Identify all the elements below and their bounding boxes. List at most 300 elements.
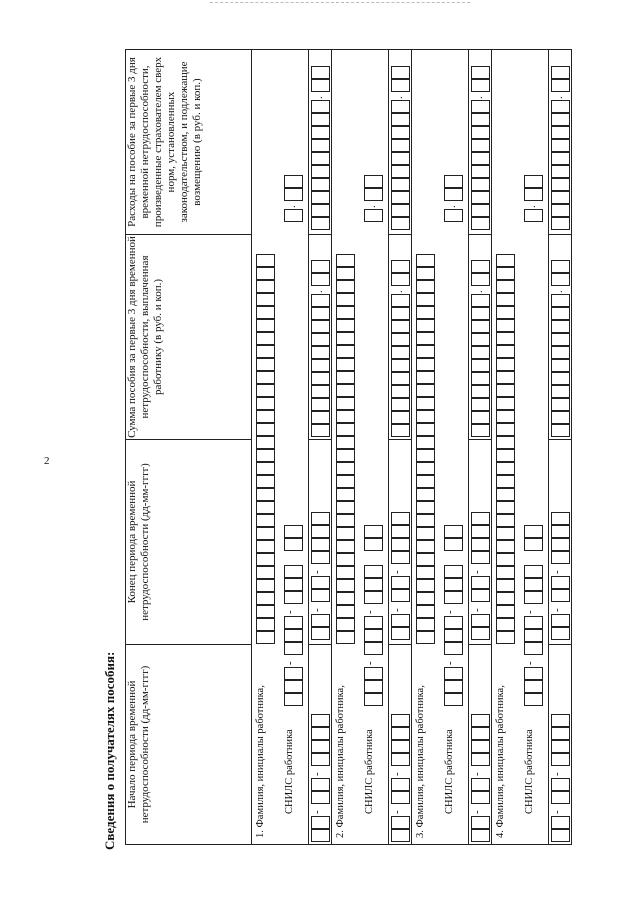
name-letter-box[interactable] [416, 618, 435, 631]
name-letter-box[interactable] [336, 501, 355, 514]
input-box[interactable] [471, 260, 490, 273]
input-box[interactable] [471, 424, 490, 437]
input-box[interactable] [311, 294, 330, 307]
name-letter-box[interactable] [416, 345, 435, 358]
name-letter-box[interactable] [416, 332, 435, 345]
input-box[interactable] [311, 273, 330, 286]
input-box[interactable] [551, 829, 570, 842]
name-letter-box[interactable] [256, 618, 275, 631]
input-box[interactable] [391, 152, 410, 165]
input-box[interactable] [311, 589, 330, 602]
name-letter-box[interactable] [256, 410, 275, 423]
name-letter-box[interactable] [336, 293, 355, 306]
input-box[interactable] [471, 714, 490, 727]
input-box[interactable] [391, 727, 410, 740]
input-box[interactable] [284, 188, 303, 201]
input-box[interactable] [551, 753, 570, 766]
input-box[interactable] [311, 178, 330, 191]
name-letter-box[interactable] [256, 475, 275, 488]
name-letter-box[interactable] [496, 501, 515, 514]
name-letter-box[interactable] [336, 371, 355, 384]
input-box[interactable] [391, 307, 410, 320]
snils-digit-box[interactable] [364, 578, 383, 591]
input-box[interactable] [391, 346, 410, 359]
input-box[interactable] [311, 260, 330, 273]
name-letter-box[interactable] [336, 345, 355, 358]
name-letter-box[interactable] [256, 384, 275, 397]
snils-digit-box[interactable] [444, 578, 463, 591]
name-letter-box[interactable] [416, 475, 435, 488]
input-box[interactable] [311, 372, 330, 385]
name-letter-box[interactable] [496, 579, 515, 592]
name-letter-box[interactable] [496, 293, 515, 306]
input-box[interactable] [311, 217, 330, 230]
snils-digit-box[interactable] [364, 591, 383, 604]
input-box[interactable] [471, 411, 490, 424]
name-letter-box[interactable] [496, 566, 515, 579]
input-box[interactable] [551, 139, 570, 152]
snils-check-box[interactable] [284, 525, 303, 538]
name-letter-box[interactable] [496, 514, 515, 527]
name-letter-box[interactable] [416, 280, 435, 293]
name-letter-box[interactable] [256, 605, 275, 618]
input-box[interactable] [551, 217, 570, 230]
input-box[interactable] [311, 714, 330, 727]
snils-check-box[interactable] [444, 525, 463, 538]
input-box[interactable] [471, 346, 490, 359]
input-box[interactable] [471, 538, 490, 551]
input-box[interactable] [551, 589, 570, 602]
name-letter-box[interactable] [336, 319, 355, 332]
snils-digit-box[interactable] [444, 629, 463, 642]
name-letter-box[interactable] [416, 605, 435, 618]
input-box[interactable] [311, 816, 330, 829]
input-box[interactable] [311, 152, 330, 165]
input-box[interactable] [471, 139, 490, 152]
snils-digit-box[interactable] [284, 629, 303, 642]
input-box[interactable] [311, 346, 330, 359]
input-box[interactable] [551, 512, 570, 525]
input-box[interactable] [444, 175, 463, 188]
name-letter-box[interactable] [336, 475, 355, 488]
input-box[interactable] [391, 791, 410, 804]
input-box[interactable] [551, 372, 570, 385]
input-box[interactable] [311, 139, 330, 152]
name-letter-box[interactable] [256, 553, 275, 566]
input-box[interactable] [311, 359, 330, 372]
name-letter-box[interactable] [416, 631, 435, 644]
input-box[interactable] [311, 576, 330, 589]
input-box[interactable] [471, 294, 490, 307]
input-box[interactable] [551, 398, 570, 411]
input-box[interactable] [471, 398, 490, 411]
name-letter-box[interactable] [416, 462, 435, 475]
input-box[interactable] [471, 307, 490, 320]
name-letter-box[interactable] [256, 631, 275, 644]
input-box[interactable] [471, 791, 490, 804]
name-letter-box[interactable] [336, 514, 355, 527]
input-box[interactable] [284, 209, 303, 222]
name-letter-box[interactable] [416, 306, 435, 319]
input-box[interactable] [391, 551, 410, 564]
name-letter-box[interactable] [256, 462, 275, 475]
name-letter-box[interactable] [336, 488, 355, 501]
snils-check-box[interactable] [284, 538, 303, 551]
input-box[interactable] [391, 816, 410, 829]
input-box[interactable] [551, 525, 570, 538]
input-box[interactable] [311, 778, 330, 791]
name-letter-box[interactable] [416, 540, 435, 553]
input-box[interactable] [471, 551, 490, 564]
snils-digit-box[interactable] [444, 616, 463, 629]
name-letter-box[interactable] [336, 254, 355, 267]
input-box[interactable] [391, 538, 410, 551]
input-box[interactable] [391, 100, 410, 113]
input-box[interactable] [391, 714, 410, 727]
name-letter-box[interactable] [416, 449, 435, 462]
snils-digit-box[interactable] [284, 642, 303, 655]
name-letter-box[interactable] [496, 254, 515, 267]
snils-digit-box[interactable] [284, 565, 303, 578]
name-letter-box[interactable] [336, 566, 355, 579]
input-box[interactable] [391, 385, 410, 398]
input-box[interactable] [391, 260, 410, 273]
name-letter-box[interactable] [496, 423, 515, 436]
snils-digit-box[interactable] [524, 565, 543, 578]
name-letter-box[interactable] [256, 540, 275, 553]
name-letter-box[interactable] [336, 462, 355, 475]
input-box[interactable] [471, 100, 490, 113]
input-box[interactable] [471, 740, 490, 753]
name-letter-box[interactable] [496, 384, 515, 397]
input-box[interactable] [551, 346, 570, 359]
input-box[interactable] [311, 204, 330, 217]
name-letter-box[interactable] [416, 423, 435, 436]
name-letter-box[interactable] [256, 306, 275, 319]
name-letter-box[interactable] [416, 371, 435, 384]
input-box[interactable] [311, 307, 330, 320]
input-box[interactable] [551, 576, 570, 589]
input-box[interactable] [551, 307, 570, 320]
input-box[interactable] [551, 385, 570, 398]
input-box[interactable] [551, 152, 570, 165]
input-box[interactable] [471, 126, 490, 139]
name-letter-box[interactable] [336, 436, 355, 449]
input-box[interactable] [311, 126, 330, 139]
name-letter-box[interactable] [416, 436, 435, 449]
name-letter-box[interactable] [496, 605, 515, 618]
name-letter-box[interactable] [256, 579, 275, 592]
name-letter-box[interactable] [336, 397, 355, 410]
input-box[interactable] [471, 372, 490, 385]
input-box[interactable] [471, 512, 490, 525]
input-box[interactable] [391, 139, 410, 152]
name-letter-box[interactable] [496, 280, 515, 293]
name-letter-box[interactable] [336, 384, 355, 397]
name-letter-box[interactable] [416, 319, 435, 332]
input-box[interactable] [311, 191, 330, 204]
input-box[interactable] [311, 512, 330, 525]
input-box[interactable] [311, 740, 330, 753]
input-box[interactable] [391, 525, 410, 538]
input-box[interactable] [311, 411, 330, 424]
snils-digit-box[interactable] [524, 629, 543, 642]
snils-digit-box[interactable] [364, 616, 383, 629]
input-box[interactable] [471, 204, 490, 217]
snils-digit-box[interactable] [364, 693, 383, 706]
input-box[interactable] [311, 100, 330, 113]
name-letter-box[interactable] [496, 553, 515, 566]
name-letter-box[interactable] [336, 306, 355, 319]
input-box[interactable] [551, 614, 570, 627]
input-box[interactable] [471, 727, 490, 740]
input-box[interactable] [471, 753, 490, 766]
input-box[interactable] [551, 113, 570, 126]
input-box[interactable] [471, 576, 490, 589]
name-letter-box[interactable] [416, 579, 435, 592]
input-box[interactable] [471, 525, 490, 538]
snils-digit-box[interactable] [364, 565, 383, 578]
name-letter-box[interactable] [256, 319, 275, 332]
name-letter-box[interactable] [496, 332, 515, 345]
name-letter-box[interactable] [256, 592, 275, 605]
name-letter-box[interactable] [336, 358, 355, 371]
input-box[interactable] [311, 753, 330, 766]
name-letter-box[interactable] [336, 579, 355, 592]
name-letter-box[interactable] [256, 371, 275, 384]
snils-digit-box[interactable] [444, 642, 463, 655]
input-box[interactable] [444, 209, 463, 222]
input-box[interactable] [311, 385, 330, 398]
input-box[interactable] [391, 398, 410, 411]
input-box[interactable] [471, 829, 490, 842]
input-box[interactable] [551, 727, 570, 740]
snils-digit-box[interactable] [444, 565, 463, 578]
name-letter-box[interactable] [256, 514, 275, 527]
name-letter-box[interactable] [416, 358, 435, 371]
input-box[interactable] [471, 217, 490, 230]
input-box[interactable] [471, 589, 490, 602]
input-box[interactable] [551, 204, 570, 217]
name-letter-box[interactable] [256, 488, 275, 501]
input-box[interactable] [391, 512, 410, 525]
input-box[interactable] [311, 66, 330, 79]
name-letter-box[interactable] [416, 293, 435, 306]
input-box[interactable] [471, 152, 490, 165]
input-box[interactable] [471, 191, 490, 204]
snils-digit-box[interactable] [524, 642, 543, 655]
input-box[interactable] [471, 66, 490, 79]
input-box[interactable] [391, 126, 410, 139]
name-letter-box[interactable] [496, 319, 515, 332]
input-box[interactable] [391, 333, 410, 346]
name-letter-box[interactable] [256, 345, 275, 358]
input-box[interactable] [391, 627, 410, 640]
snils-digit-box[interactable] [524, 680, 543, 693]
input-box[interactable] [311, 165, 330, 178]
input-box[interactable] [524, 188, 543, 201]
name-letter-box[interactable] [336, 449, 355, 462]
input-box[interactable] [471, 778, 490, 791]
name-letter-box[interactable] [416, 254, 435, 267]
input-box[interactable] [391, 204, 410, 217]
input-box[interactable] [391, 740, 410, 753]
input-box[interactable] [444, 188, 463, 201]
snils-digit-box[interactable] [364, 667, 383, 680]
input-box[interactable] [551, 791, 570, 804]
name-letter-box[interactable] [336, 410, 355, 423]
input-box[interactable] [551, 260, 570, 273]
name-letter-box[interactable] [416, 488, 435, 501]
name-letter-box[interactable] [256, 397, 275, 410]
name-letter-box[interactable] [256, 267, 275, 280]
snils-digit-box[interactable] [444, 693, 463, 706]
input-box[interactable] [551, 359, 570, 372]
snils-digit-box[interactable] [284, 667, 303, 680]
input-box[interactable] [391, 359, 410, 372]
name-letter-box[interactable] [336, 631, 355, 644]
input-box[interactable] [391, 294, 410, 307]
name-letter-box[interactable] [256, 254, 275, 267]
snils-digit-box[interactable] [444, 591, 463, 604]
name-letter-box[interactable] [416, 514, 435, 527]
input-box[interactable] [551, 191, 570, 204]
input-box[interactable] [391, 576, 410, 589]
input-box[interactable] [551, 66, 570, 79]
name-letter-box[interactable] [256, 280, 275, 293]
snils-digit-box[interactable] [364, 680, 383, 693]
snils-digit-box[interactable] [284, 680, 303, 693]
name-letter-box[interactable] [256, 293, 275, 306]
snils-check-box[interactable] [364, 525, 383, 538]
name-letter-box[interactable] [496, 358, 515, 371]
input-box[interactable] [391, 778, 410, 791]
name-letter-box[interactable] [416, 527, 435, 540]
snils-digit-box[interactable] [524, 693, 543, 706]
snils-check-box[interactable] [524, 538, 543, 551]
input-box[interactable] [551, 273, 570, 286]
name-letter-box[interactable] [496, 267, 515, 280]
snils-digit-box[interactable] [444, 680, 463, 693]
input-box[interactable] [471, 113, 490, 126]
name-letter-box[interactable] [416, 267, 435, 280]
input-box[interactable] [391, 66, 410, 79]
name-letter-box[interactable] [496, 436, 515, 449]
input-box[interactable] [311, 538, 330, 551]
name-letter-box[interactable] [336, 527, 355, 540]
name-letter-box[interactable] [496, 462, 515, 475]
snils-digit-box[interactable] [284, 578, 303, 591]
input-box[interactable] [311, 398, 330, 411]
input-box[interactable] [391, 113, 410, 126]
input-box[interactable] [284, 175, 303, 188]
input-box[interactable] [471, 178, 490, 191]
input-box[interactable] [364, 175, 383, 188]
name-letter-box[interactable] [256, 527, 275, 540]
input-box[interactable] [551, 714, 570, 727]
input-box[interactable] [391, 411, 410, 424]
input-box[interactable] [391, 589, 410, 602]
name-letter-box[interactable] [336, 618, 355, 631]
input-box[interactable] [391, 320, 410, 333]
input-box[interactable] [551, 551, 570, 564]
name-letter-box[interactable] [256, 449, 275, 462]
input-box[interactable] [551, 178, 570, 191]
input-box[interactable] [524, 175, 543, 188]
input-box[interactable] [551, 778, 570, 791]
input-box[interactable] [311, 424, 330, 437]
input-box[interactable] [391, 165, 410, 178]
name-letter-box[interactable] [416, 566, 435, 579]
snils-digit-box[interactable] [364, 629, 383, 642]
name-letter-box[interactable] [336, 267, 355, 280]
name-letter-box[interactable] [496, 345, 515, 358]
name-letter-box[interactable] [336, 332, 355, 345]
snils-digit-box[interactable] [284, 616, 303, 629]
input-box[interactable] [311, 333, 330, 346]
name-letter-box[interactable] [416, 397, 435, 410]
name-letter-box[interactable] [336, 605, 355, 618]
name-letter-box[interactable] [336, 423, 355, 436]
input-box[interactable] [311, 113, 330, 126]
input-box[interactable] [471, 320, 490, 333]
name-letter-box[interactable] [496, 306, 515, 319]
input-box[interactable] [471, 273, 490, 286]
input-box[interactable] [471, 627, 490, 640]
input-box[interactable] [391, 753, 410, 766]
name-letter-box[interactable] [496, 371, 515, 384]
name-letter-box[interactable] [496, 631, 515, 644]
input-box[interactable] [391, 178, 410, 191]
input-box[interactable] [471, 385, 490, 398]
input-box[interactable] [551, 740, 570, 753]
name-letter-box[interactable] [416, 384, 435, 397]
snils-check-box[interactable] [364, 538, 383, 551]
input-box[interactable] [471, 816, 490, 829]
name-letter-box[interactable] [416, 501, 435, 514]
input-box[interactable] [551, 165, 570, 178]
input-box[interactable] [311, 79, 330, 92]
name-letter-box[interactable] [496, 475, 515, 488]
snils-digit-box[interactable] [524, 591, 543, 604]
name-letter-box[interactable] [416, 592, 435, 605]
input-box[interactable] [311, 627, 330, 640]
input-box[interactable] [364, 209, 383, 222]
input-box[interactable] [471, 359, 490, 372]
name-letter-box[interactable] [496, 540, 515, 553]
name-letter-box[interactable] [256, 566, 275, 579]
input-box[interactable] [551, 79, 570, 92]
name-letter-box[interactable] [496, 449, 515, 462]
snils-check-box[interactable] [444, 538, 463, 551]
input-box[interactable] [391, 191, 410, 204]
snils-digit-box[interactable] [524, 616, 543, 629]
input-box[interactable] [551, 816, 570, 829]
input-box[interactable] [311, 614, 330, 627]
name-letter-box[interactable] [496, 397, 515, 410]
snils-digit-box[interactable] [284, 693, 303, 706]
input-box[interactable] [524, 209, 543, 222]
input-box[interactable] [471, 333, 490, 346]
input-box[interactable] [551, 627, 570, 640]
name-letter-box[interactable] [256, 358, 275, 371]
input-box[interactable] [551, 126, 570, 139]
name-letter-box[interactable] [336, 540, 355, 553]
name-letter-box[interactable] [496, 618, 515, 631]
input-box[interactable] [471, 79, 490, 92]
name-letter-box[interactable] [496, 527, 515, 540]
input-box[interactable] [311, 551, 330, 564]
